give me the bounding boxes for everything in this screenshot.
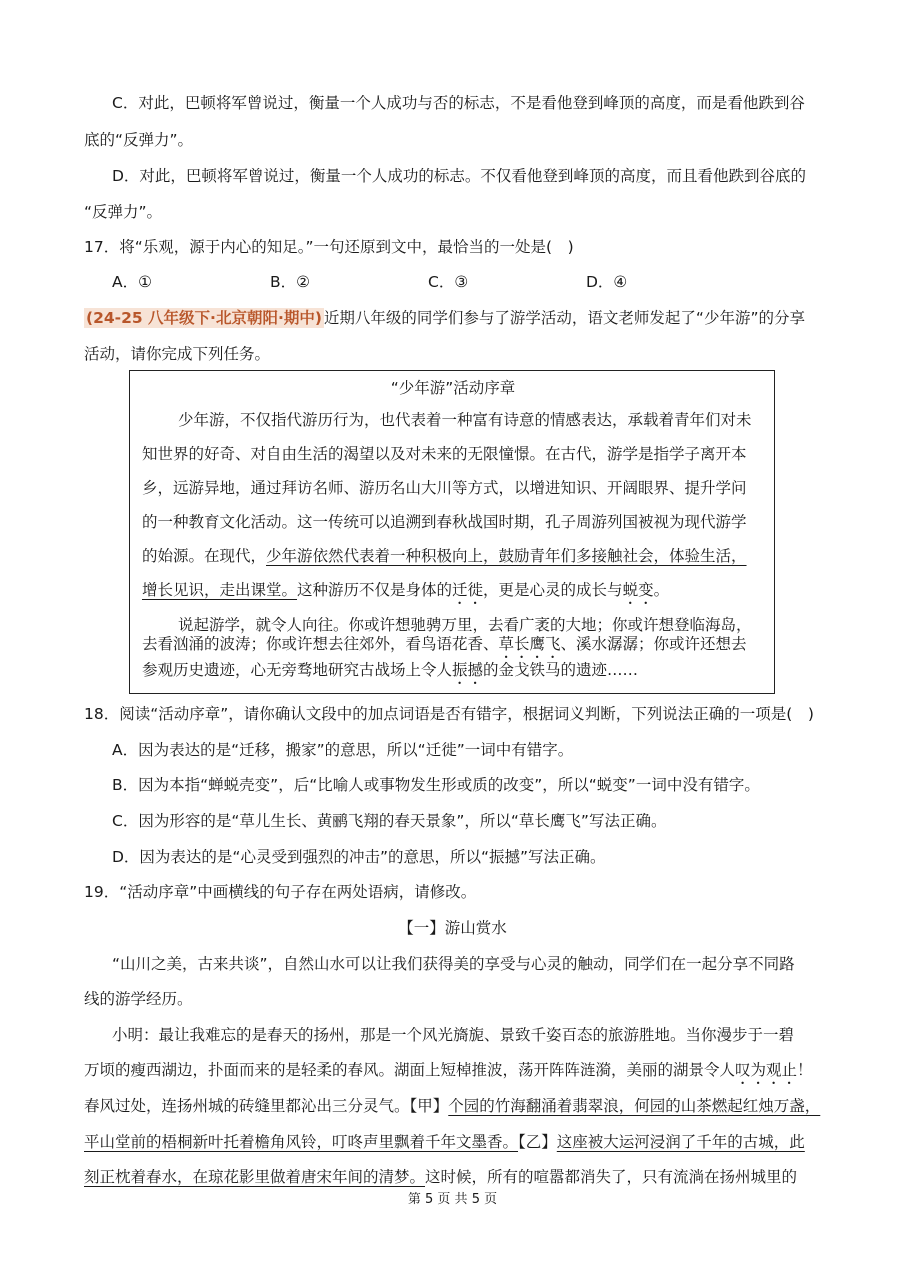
option-d-line2: “反弹力”。 — [84, 203, 163, 221]
box-p1-line6-f: 。 — [653, 581, 670, 599]
q17-option-c: C．③ — [428, 273, 469, 291]
intro-text: 近期八年级的同学们参与了游学活动，语文老师发起了“少年游”的分享 — [323, 309, 805, 327]
underlined-sentence-part1: 少年游依然代表着一种积极向上，鼓励青年们多接触社会，体验生活， — [266, 547, 747, 565]
page-footer: 第 5 页 共 5 页 — [407, 1192, 498, 1207]
q17-option-d: D．④ — [586, 273, 628, 291]
dotted-word-caozhangyingfei: 草长鹰飞 — [498, 635, 561, 653]
dotted-word-zhenhan: 振撼 — [452, 661, 484, 679]
passage-p2-line3 — [84, 1095, 820, 1117]
box-p2-line1: 说起游学，就令人向往。你或许想驰骋万里，去看广袤的大地；你或许想登临海岛， — [178, 616, 752, 634]
passage-p2-line2-a: 万顷的瘦西湖边，扑面而来的是轻柔的春风。湖面上短棹推波，荡开阵阵涟漪，美丽的湖景令人 — [84, 1061, 736, 1079]
underlined-yi-part1: 这座被大运河浸润了千年的古城，此 — [556, 1133, 805, 1151]
box-p1-line5 — [142, 545, 747, 567]
q18-option-b: B．因为本指“蝉蜕壳变”，后“比喻人或事物发生形或质的改变”，所以“蜕变”一词中没有错字。 — [112, 776, 760, 794]
passage-p2-line4 — [84, 1131, 805, 1153]
option-c-line1: C．对此，巴顿将军曾说过，衡量一个人成功与否的标志，不是看他登到峰顶的高度，而是看他跌到谷 — [112, 94, 805, 112]
question-19: 19．“活动序章”中画横线的句子存在两处语病，请修改。 — [84, 883, 477, 901]
passage-p2-line5-b: 这时候，所有的喧嚣都消失了，只有流淌在扬州城里的 — [425, 1168, 798, 1186]
underlined-sentence-part2: 增长见识，走出课堂。 — [142, 581, 298, 599]
intro-line2: 活动，请你完成下列任务。 — [84, 345, 271, 363]
source-tag: (24-25 八年级下·北京朝阳·期中) — [86, 309, 322, 327]
box-p1-line6 — [142, 579, 669, 608]
underlined-yi-part2: 刻正枕着春水，在琼花影里做着唐宋年间的清梦。 — [84, 1168, 426, 1186]
passage-p2-line2 — [84, 1059, 813, 1088]
q18-option-a: A．因为表达的是“迁移，搬家”的意思，所以“迁徙”一词中有错字。 — [112, 741, 574, 759]
marker-yi: 【乙】 — [518, 1133, 557, 1151]
box-p2-line2 — [142, 633, 747, 662]
box-p1-line3: 乡，远游异地，通过拜访名师、游历名山大川等方式，以增进知识、开阔眼界、提升学问 — [142, 479, 747, 497]
section-title: 【一】游山赏水 — [398, 919, 507, 937]
dotted-word-tanweiguanzhi: 叹为观止 — [735, 1061, 798, 1079]
box-p1-line6-d: ，更是心灵的成长与 — [483, 581, 623, 599]
question-18: 18．阅读“活动序章”，请你确认文段中的加点词语是否有错字，根据词义判断，下列说法正确的一项是( ) — [84, 705, 814, 723]
underlined-jia-part2: 平山堂前的梧桐新叶托着檐角风铃，叮咚声里飘着千年文墨香。 — [84, 1133, 519, 1151]
option-d-line1: D．对此，巴顿将军曾说过，衡量一个人成功的标志。不仅看他登到峰顶的高度，而且看他跌到谷底的 — [112, 167, 806, 185]
passage-p1-line2: 线的游学经历。 — [84, 990, 193, 1008]
box-p2-line3 — [142, 659, 638, 688]
underlined-jia-part1: 个园的竹海翻涌着翡翠浪，何园的山茶燃起红烛万盏， — [448, 1097, 821, 1115]
activity-preface-box — [129, 370, 775, 694]
box-p2-line2-a: 去看汹涌的波涛；你或许想去往郊外，看鸟语花香、 — [142, 635, 499, 653]
q18-option-c: C．因为形容的是“草儿生长、黄鹂飞翔的春天景象”，所以“草长鹰飞”写法正确。 — [112, 812, 667, 830]
box-p1-line2: 知世界的好奇、对自由生活的渴望以及对未来的无限憧憬。在古代，游学是指学子离开本 — [142, 445, 747, 463]
q18-option-d: D．因为表达的是“心灵受到强烈的冲击”的意思，所以“振撼”写法正确。 — [112, 848, 606, 866]
passage-p2-line1: 小明：最让我难忘的是春天的扬州，那是一个风光旖旎、景致千姿百态的旅游胜地。当你漫步于一碧 — [112, 1026, 795, 1044]
box-p1-line4: 的一种教育文化活动。这一传统可以追溯到春秋战国时期，孔子周游列国被视为现代游学 — [142, 513, 747, 531]
passage-p2-line3-a: 春风过处，连扬州城的砖缝里都沁出三分灵气。【甲】 — [84, 1097, 449, 1115]
box-p2-line3-c: 的金戈铁马的遗迹…… — [483, 661, 639, 679]
q17-option-b: B．② — [270, 273, 311, 291]
box-p1-line1: 少年游，不仅指代游历行为，也代表着一种富有诗意的情感表达，承载着青年们对未 — [178, 411, 752, 429]
intro-line1 — [84, 307, 805, 329]
question-17-options — [112, 271, 744, 293]
question-17: 17．将“乐观，源于内心的知足。”一句还原到文中，最恰当的一处是( ) — [84, 238, 574, 256]
box-p2-line3-a: 参观历史遗迹，心无旁骛地研究古战场上令人 — [142, 661, 453, 679]
option-c-line2: 底的“反弹力”。 — [84, 131, 194, 149]
passage-p2-line5 — [84, 1166, 797, 1188]
q17-option-a: A．① — [112, 273, 152, 291]
dotted-word-tuibian: 蜕变 — [622, 581, 654, 599]
passage-p2-line2-c: ！ — [797, 1061, 813, 1079]
passage-p1-line1: “山川之美，古来共谈”，自然山水可以让我们获得美的享受与心灵的触动，同学们在一起分享不同路 — [112, 955, 795, 973]
box-p1-line5-a: 的始源。在现代， — [142, 547, 267, 565]
box-p2-line2-c: 、溪水潺潺；你或许还想去 — [560, 635, 747, 653]
box-p1-line6-b: 这种游历不仅是身体的 — [297, 581, 453, 599]
box-title: “少年游”活动序章 — [390, 379, 516, 397]
dotted-word-qianxi: 迁徙 — [452, 581, 484, 599]
